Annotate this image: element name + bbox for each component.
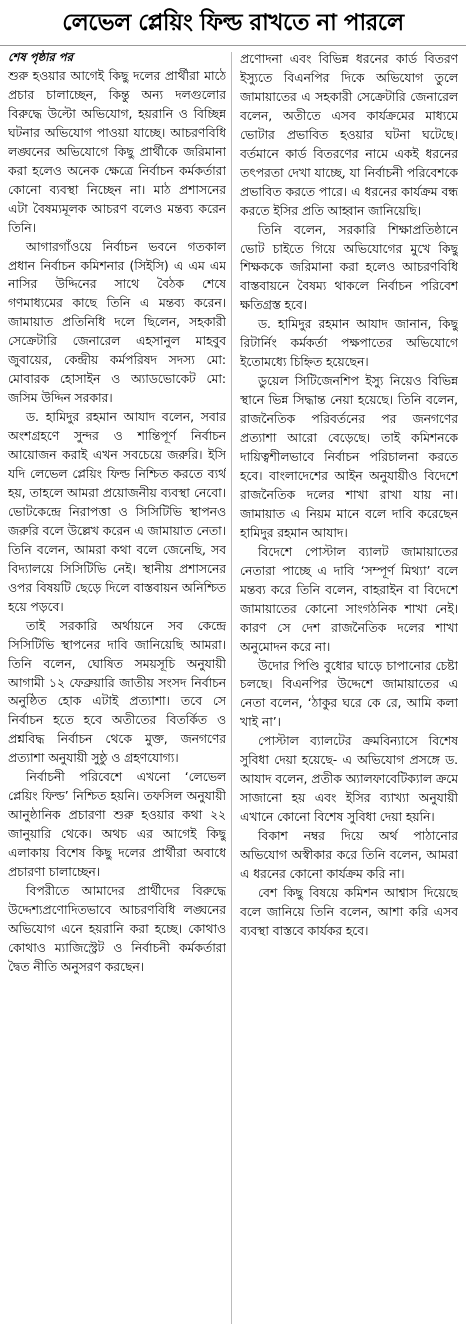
headline: লেভেল প্লেয়িং ফিল্ড রাখতে না পারলে <box>62 9 404 36</box>
paragraph: বিদেশে পোস্টাল ব্যালট জামায়াতের নেতারা পাচ্ছে এ দাবি ‘সম্পূর্ণ মিথ্যা’ বলে মন্তব্য করে তিনি বলেন, বাহরাইন বা বিদেশে জামায়াতের কোনো সাংগঠনিক শাখা নেই। কারণ সে দেশ রাজনৈতিক দলের শাখা অনুমোদন করে না। <box>240 543 458 654</box>
paragraph: বিকাশ নম্বর দিয়ে অর্থ পাঠানোর অভিযোগ অস্বীকার করে তিনি বলেন, আমরা এ ধরনের কোনো কার্যক্রম করি না। <box>240 828 458 881</box>
paragraph: আগারগাঁওয়ে নির্বাচন ভবনে গতকাল প্রধান নির্বাচন কমিশনার (সিইসি) এ এম এম নাসির উদ্দিনের সাথে বৈঠক শেষে গণমাধ্যমের কাছে তিনি এ মন্তব্য করেন। জামায়াত প্রতিনিধি দলে ছিলেন, সহকারী সেক্রেটারি জেনারেল এহসানুল মাহবুব জুবায়ের, কেন্দ্রীয় কর্মপরিষদ সদস্য মো: মোবারক হোসাইন ও অ্যাডভোকেট মো: জসিম উদ্দিন সরকার। <box>8 238 226 406</box>
paragraph: তাই সরকারি অর্থায়নে সব কেন্দ্রে সিসিটিভি স্থাপনের দাবি জানিয়েছি আমরা। তিনি বলেন, ঘোষিত সময়সূচি অনুযায়ী আগামী ১২ ফেব্রুয়ারি জাতীয় সংসদ নির্বাচন অনুষ্ঠিত হোক এটাই প্রত্যাশা। তবে সে নির্বাচন হতে হবে অতীতের বিতর্কিত ও প্রশ্নবিদ্ধ নির্বাচন থেকে মুক্ত, জনগণের প্রত্যাশা অনুযায়ী সুষ্ঠু ও গ্রহণযোগ্য। <box>8 617 226 766</box>
paragraph: ডুয়েল সিটিজেনশিপ ইস্যু নিয়েও বিভিন্ন স্থানে ভিন্ন সিদ্ধান্ত নেয়া হয়েছে। তিনি বলেন, রাজনৈতিক পরিবর্তনের পর জনগণের প্রত্যাশা আরো বেড়েছে। তাই কমিশনকে দায়িত্বশীলভাবে নির্বাচন পরিচালনা করতে হবে। বাংলাদেশের আইন অনুযায়ীও বিদেশে রাজনৈতিক দলের শাখা রাখা যায় না। জামায়াত এ নিয়ম মানে বলে দাবি করেছেন হামিদুর রহমান আযাদ। <box>240 373 458 540</box>
paragraph: বেশ কিছু বিষয়ে কমিশন আশ্বাস দিয়েছে বলে জানিয়ে তিনি বলেন, আশা করি এসব ব্যবস্থা বাস্তবে কার্যকর হবে। <box>240 884 458 938</box>
column-divider <box>231 52 232 1324</box>
paragraph: ড. হামিদুর রহমান আযাদ বলেন, সবার অংশগ্রহণে সুন্দর ও শান্তিপূর্ণ নির্বাচন আয়োজন করাই এখন সবচেয়ে জরুরি। ইসি যদি লেভেল প্লেয়িং ফিল্ড নিশ্চিত করতে ব্যর্থ হয়, তাহলে আমরা প্রয়োজনীয় ব্যবস্থা নেবো। ভোটকেন্দ্রে নিরাপত্তা ও সিসিটিভি স্থাপনও জরুরি বলে উল্লেখ করেন এ জামায়াত নেতা। তিনি বলেন, আমরা কথা বলে জেনেছি, সব বিদ্যালয়ে সিসিটিভি নেই। স্থানীয় প্রশাসনের ওপর বিষয়টি ছেড়ে দিলে বাস্তবায়ন অনিশ্চিত হয়ে পড়বে। <box>8 409 226 614</box>
paragraph: প্রণোদনা এবং বিভিন্ন ধরনের কার্ড বিতরণ ইস্যুতে বিএনপির দিকে অভিযোগ তুলে জামায়াতের এ সহকারী সেক্রেটারি জেনারেল বলেন, অতীতে এসব কার্যক্রমের মাধ্যমে ভোটার প্রভাবিত হওয়ার ঘটনা ঘটেছে। বর্তমানে কার্ড বিতরণের নামে একই ধরনের তৎপরতা দেখা যাচ্ছে, যা নির্বাচনী পরিবেশকে প্রভাবিত করতে পারে। এ ধরনের কার্যক্রম বন্ধ করতে ইসির প্রতি আহ্বান জানিয়েছি। <box>240 51 458 218</box>
left-column <box>8 50 226 1329</box>
headline-bar <box>0 0 466 46</box>
paragraph: বিপরীতে আমাদের প্রার্থীদের বিরুদ্ধে উদ্দেশ্যপ্রণোদিতভাবে আচরণবিধি লঙ্ঘনের অভিযোগ এনে হয়রানি করা হচ্ছে। কোথাও কোথাও ম্যাজিস্ট্রেট ও নির্বাচনী কর্মকর্তারা দ্বৈত নীতি অনুসরণ করছেন। <box>8 882 226 974</box>
continued-from-label: শেষ পৃষ্ঠার পর <box>8 50 73 64</box>
paragraph: শুরু হওয়ার আগেই কিছু দলের প্রার্থীরা মাঠে প্রচার চালাচ্ছেন, কিন্তু অন্য দলগুলোর বিরুদ্ধে উল্টো অভিযোগ, হয়রানি ও বিচ্ছিন্ন ঘটনার অভিযোগ পাওয়া যাচ্ছে। আচরণবিধি লঙ্ঘনের অভিযোগে কিছু প্রার্থীকে জরিমানা করা হলেও অনেক ক্ষেত্রে নির্বাচন কর্মকর্তারা কোনো ব্যবস্থা নিচ্ছেন না। মাঠ প্রশাসনের এটা বৈষম্যমূলক আচরণ বলেও মন্তব্য করেন তিনি। <box>8 68 226 235</box>
right-column <box>240 50 458 1329</box>
paragraph: ড. হামিদুর রহমান আযাদ জানান, কিছু রিটার্নিং কর্মকর্তা পক্ষপাতের অভিযোগে ইতোমধ্যে চিহ্নিত হয়েছেন। <box>240 316 458 370</box>
paragraph: নির্বাচনী পরিবেশে এখনো ‘লেভেল প্লেয়িং ফিল্ড’ নিশ্চিত হয়নি। তফসিল অনুযায়ী আনুষ্ঠানিক প্রচারণা শুরু হওয়ার কথা ২২ জানুয়ারি থেকে। অথচ এর আগেই কিছু এলাকায় বিশেষ কিছু দলের প্রার্থীরা অবাধে প্রচারণা চালাচ্ছেন। <box>8 769 226 880</box>
paragraph: উদোর পিণ্ডি বুধোর ঘাড়ে চাপানোর চেষ্টা চলছে। বিএনপির উদ্দেশে জামায়াতের এ নেতা বলেন, ‘ঠাকুর ঘরে কে রে, আমি কলা খাই না’। <box>240 657 458 730</box>
paragraph: পোস্টাল ব্যালটের ক্রমবিন্যাসে বিশেষ সুবিধা দেয়া হয়েছে- এ অভিযোগ প্রসঙ্গে ড. আযাদ বলেন, প্রতীক অ্যালফাবেটিক্যাল ক্রমে সাজানো হয় এবং ইসির ব্যাখ্যা অনুযায়ী এখানে কোনো বিশেষ সুবিধা দেয়া হয়নি। <box>240 733 458 825</box>
paragraph: তিনি বলেন, সরকারি শিক্ষাপ্রতিষ্ঠানে ভোট চাইতে গিয়ে অভিযোগের মুখে কিছু শিক্ষককে জরিমানা করা হলেও আচরণবিধি বাস্তবায়নে বৈষম্য থাকলে নির্বাচন পরিবেশ ক্ষতিগ্রস্ত হবে। <box>240 221 458 313</box>
